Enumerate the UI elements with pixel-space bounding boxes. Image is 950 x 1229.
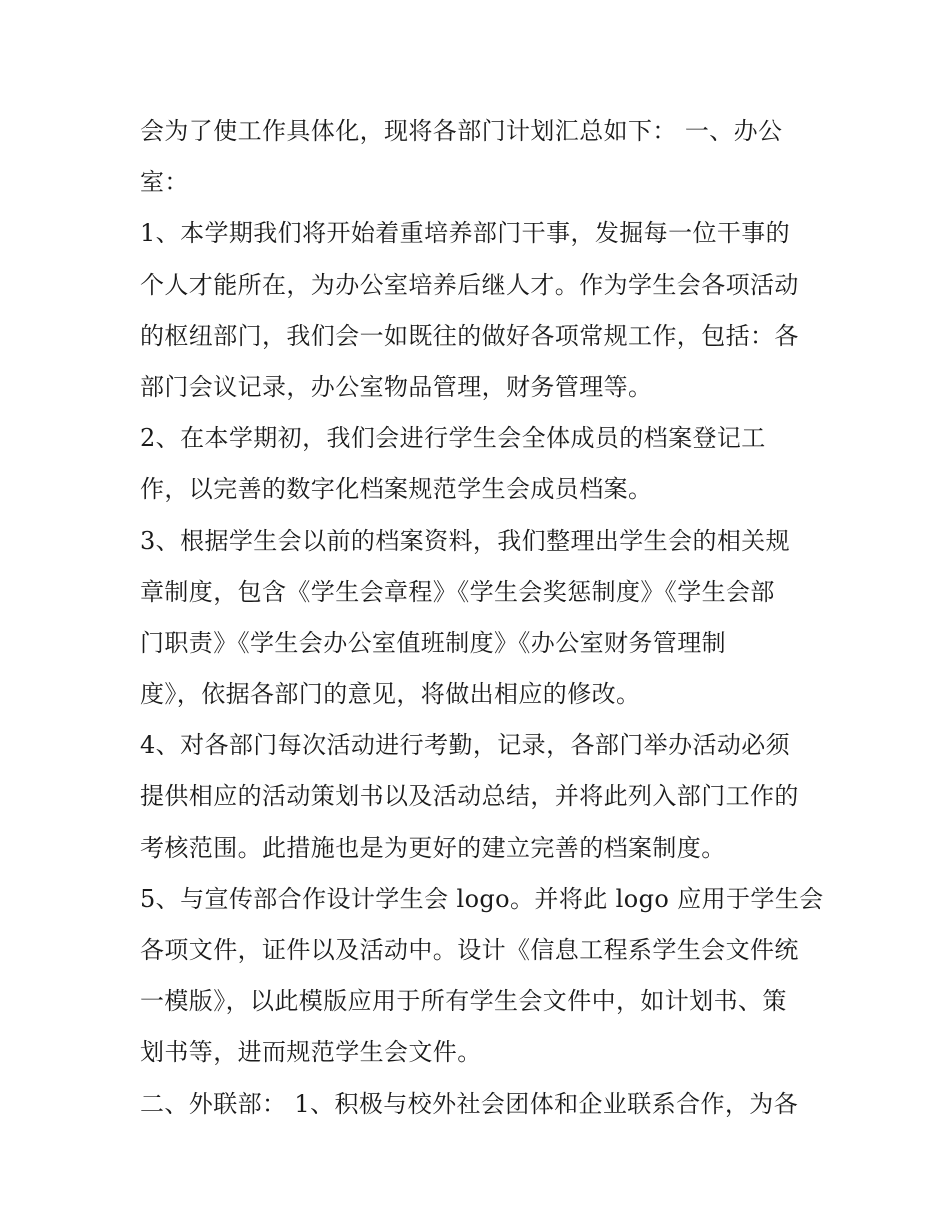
text-line: 一模版》，以此模版应用于所有学生会文件中，如计划书、策 [140, 987, 787, 1016]
text-line: 会为了使工作具体化，现将各部门计划汇总如下： 一、办公 [140, 117, 783, 145]
text-line: 门职责》《学生会办公室值班制度》《办公室财务管理制 [140, 628, 726, 657]
text-line: 各项文件，证件以及活动中。设计《信息工程系学生会文件统 [140, 936, 799, 964]
text-line: 5、与宣传部合作设计学生会 logo。并将此 logo 应用于学生会 [140, 884, 824, 913]
text-line: 个人才能所在，为办公室培养后继人才。作为学生会各项活动 [140, 270, 799, 299]
text-line: 作，以完善的数字化档案规范学生会成员档案。 [140, 475, 653, 504]
text-line: 提供相应的活动策划书以及活动总结，并将此列入部门工作的 [140, 782, 799, 811]
text-line: 2、在本学期初，我们会进行学生会全体成员的档案登记工 [140, 424, 766, 453]
text-line: 章制度，包含《学生会章程》《学生会奖惩制度》《学生会部 [140, 577, 775, 606]
text-line: 室： [140, 168, 189, 197]
text-line: 部门会议记录，办公室物品管理，财务管理等。 [140, 372, 653, 401]
text-line: 划书等，进而规范学生会文件。 [140, 1038, 482, 1067]
text-line: 3、根据学生会以前的档案资料，我们整理出学生会的相关规 [140, 526, 791, 555]
text-line: 考核范围。此措施也是为更好的建立完善的档案制度。 [140, 833, 726, 862]
document-body [140, 106, 824, 1130]
text-line: 的枢纽部门，我们会一如既往的做好各项常规工作，包括：各 [140, 321, 799, 350]
text-line: 4、对各部门每次活动进行考勤，记录，各部门举办活动必须 [140, 731, 791, 760]
text-line: 二、外联部： 1、积极与校外社会团体和企业联系合作，为各 [140, 1089, 799, 1118]
text-line: 1、本学期我们将开始着重培养部门干事，发掘每一位干事的 [140, 219, 791, 248]
text-line: 度》，依据各部门的意见，将做出相应的修改。 [140, 680, 641, 709]
